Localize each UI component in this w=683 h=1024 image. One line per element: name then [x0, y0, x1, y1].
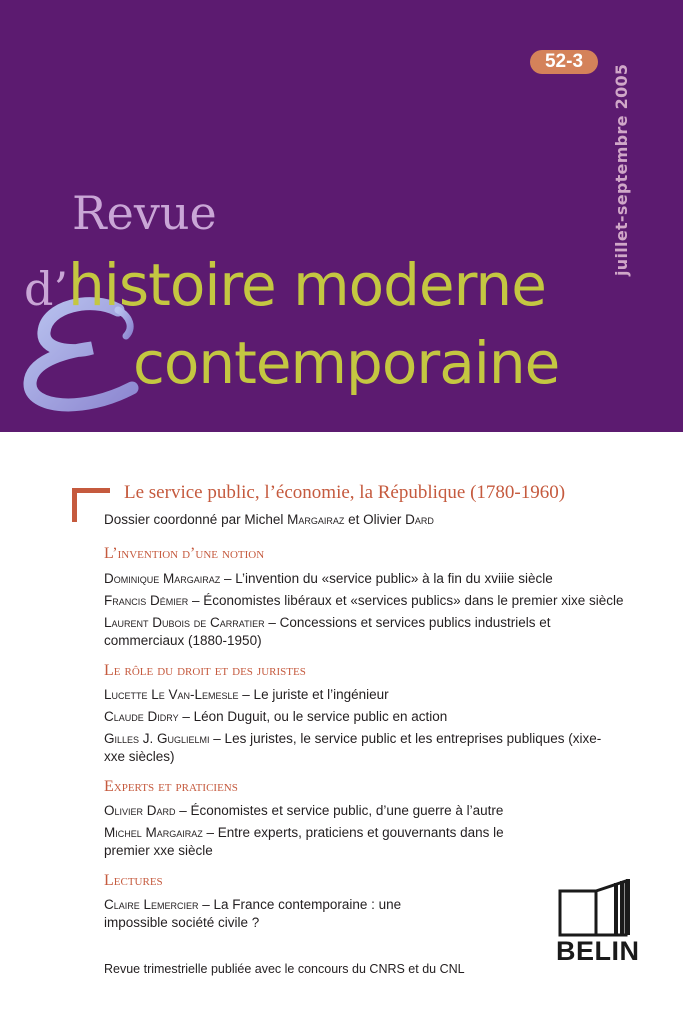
entry-author: Claude Didry: [104, 709, 179, 724]
section-heading: Experts et praticiens: [104, 778, 238, 795]
entry-author: Dominique Margairaz: [104, 571, 221, 586]
entry-title: – L’invention du «service public» à la fin du xviiie siècle: [220, 571, 553, 586]
entry-title: – Économistes et service public, d’une guerre à l’autre: [175, 803, 504, 818]
entry-title: – Économistes libéraux et «services publics» dans le premier xixe siècle: [188, 593, 624, 608]
issue-date: [608, 44, 636, 276]
title-revue: Revue: [72, 186, 217, 240]
title-histoire-moderne: histoire moderne: [68, 251, 546, 319]
entry-author: Lucette Le Van-Lemesle: [104, 687, 239, 702]
section-heading: L’invention d’une notion: [104, 545, 265, 562]
dossier-accent-bar: [72, 488, 77, 522]
entry-author: Laurent Dubois de Carratier: [104, 615, 265, 630]
issue-date-text: juillet-septembre 2005: [612, 63, 631, 276]
entry-author: Claire Lemercier: [104, 897, 199, 912]
dossier-coordination: Dossier coordonné par Michel Margairaz et Olivier Dard: [104, 512, 434, 527]
entry-title: – Les juristes, le service public et les entreprises publiques (xixe-xxe siècles): [104, 731, 602, 764]
contents-entry: [104, 686, 674, 704]
cover-header-band: [0, 0, 683, 432]
entry-title: – Concessions et services publics industriels et commerciaux (1880-1950): [104, 615, 551, 648]
entry-title: – Le juriste et l’ingénieur: [238, 687, 389, 702]
entry-title: – Léon Duguit, ou le service public en action: [178, 709, 448, 724]
contents-entry: [104, 896, 404, 932]
dossier-accent-bar-top: [72, 488, 110, 493]
contents-entry: [104, 730, 614, 766]
entry-author: Michel Margairaz: [104, 825, 203, 840]
issue-number-badge: 52-3: [530, 50, 598, 74]
entry-title: – La France contemporaine : une impossible société civile ?: [104, 897, 402, 930]
title-d-apostrophe: d’: [24, 262, 69, 316]
contents-entry: [104, 592, 674, 610]
entry-author: Gilles J. Guglielmi: [104, 731, 210, 746]
contents-entry: [104, 802, 674, 820]
entry-author: Francis Démier: [104, 593, 189, 608]
contents-entry: [104, 614, 584, 650]
section-heading: Lectures: [104, 872, 163, 889]
contents-entry: [104, 708, 674, 726]
entry-author: Olivier Dard: [104, 803, 176, 818]
title-contemporaine: contemporaine: [133, 329, 560, 397]
dossier-title: Le service public, l’économie, la République (1780-1960): [124, 482, 566, 503]
footer-note: Revue trimestrielle publiée avec le concours du CNRS et du CNL: [104, 962, 465, 976]
contents-entry: [104, 824, 504, 860]
publisher-name: BELIN: [556, 936, 640, 966]
entry-title: – Entre experts, praticiens et gouvernants dans le premier xxe siècle: [104, 825, 504, 858]
section-heading: Le rôle du droit et des juristes: [104, 662, 306, 679]
contents-entry: [104, 570, 674, 588]
